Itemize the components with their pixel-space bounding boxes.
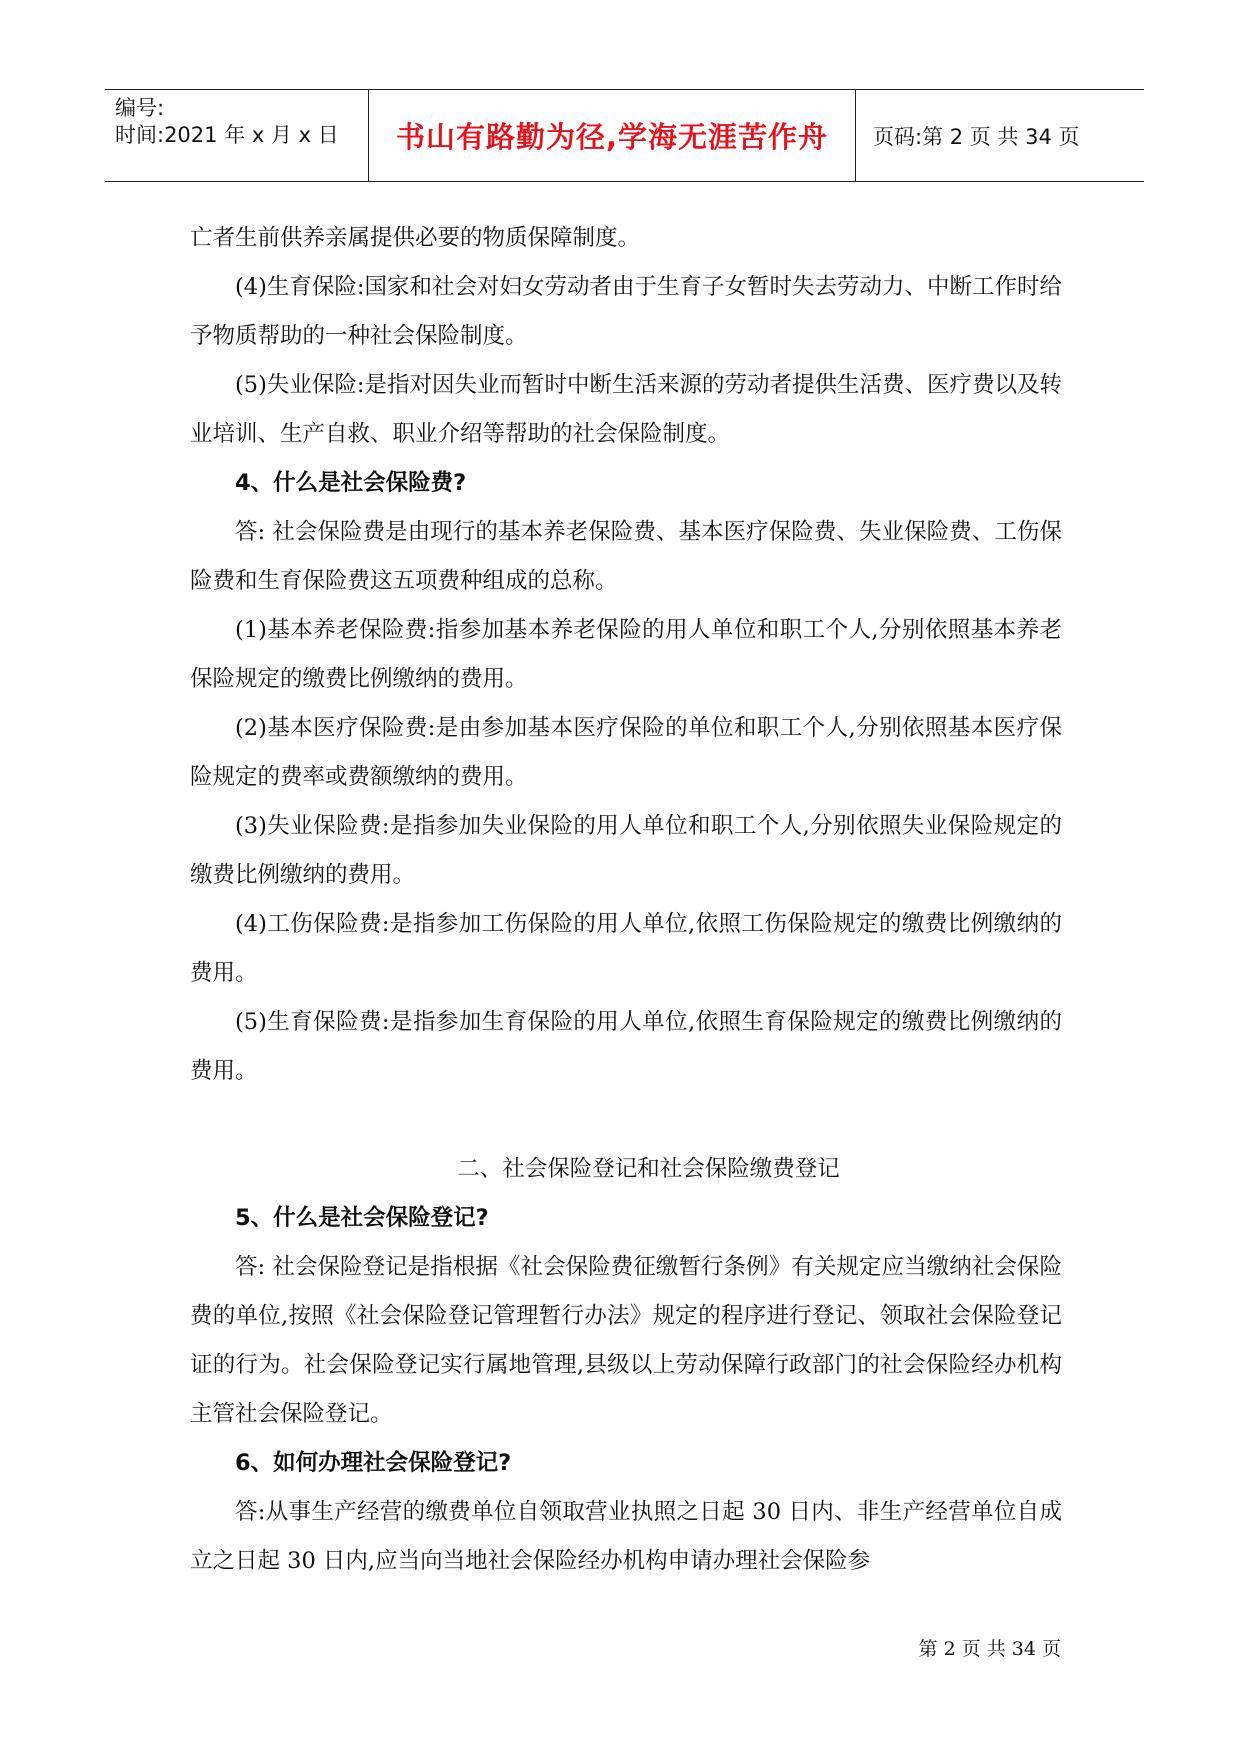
- header-center-cell: [369, 90, 856, 181]
- document-body: [190, 214, 1062, 1586]
- paragraph: (4)工伤保险费:是指参加工伤保险的用人单位,依照工伤保险规定的缴费比例缴纳的费用。: [190, 911, 1062, 986]
- paragraph: (5)生育保险费:是指参加生育保险的用人单位,依照生育保险规定的缴费比例缴纳的费用。: [190, 1009, 1062, 1084]
- paragraph: (1)基本养老保险费:指参加基本养老保险的用人单位和职工个人,分别依照基本养老保险规定的缴费比例缴纳的费用。: [190, 617, 1062, 692]
- header-page-label: 页码:第 2 页 共 34 页: [873, 124, 1080, 149]
- page-footer: 第 2 页 共 34 页: [918, 1638, 1061, 1660]
- answer-paragraph: 答:从事生产经营的缴费单位自领取营业执照之日起 30 日内、非生产经营单位自成立之日起 30 日内,应当向当地社会保险经办机构申请办理社会保险参: [190, 1499, 1062, 1574]
- paragraph: (2)基本医疗保险费:是由参加基本医疗保险的单位和职工个人,分别依照基本医疗保险规定的费率或费额缴纳的费用。: [190, 715, 1062, 790]
- header-right-cell: [856, 90, 1144, 181]
- header-motto: 书山有路勤为径,学海无涯苦作舟: [395, 120, 829, 154]
- page-header: [105, 89, 1144, 182]
- document-time-label: 时间:2021 年 x 月 x 日: [115, 123, 339, 147]
- paragraph: 亡者生前供养亲属提供必要的物质保障制度。: [190, 225, 641, 251]
- question-heading: 6、如何办理社会保险登记?: [235, 1450, 512, 1476]
- answer-paragraph: 答: 社会保险登记是指根据《社会保险费征缴暂行条例》有关规定应当缴纳社会保险费的单位,按照《社会保险登记管理暂行办法》规定的程序进行登记、领取社会保险登记证的行为。社会保险登记实行属地管理,县级以上劳动保障行政部门的社会保险经办机构主管社会保险登记。: [190, 1254, 1062, 1427]
- paragraph: (5)失业保险:是指对因失业而暂时中断生活来源的劳动者提供生活费、医疗费以及转业培训、生产自救、职业介绍等帮助的社会保险制度。: [190, 372, 1062, 447]
- paragraph: (3)失业保险费:是指参加失业保险的用人单位和职工个人,分别依照失业保险规定的缴费比例缴纳的费用。: [190, 813, 1062, 888]
- document-number-label: 编号:: [115, 96, 165, 120]
- paragraph: (4)生育保险:国家和社会对妇女劳动者由于生育子女暂时失去劳动力、中断工作时给予物质帮助的一种社会保险制度。: [190, 274, 1062, 349]
- question-heading: 4、什么是社会保险费?: [235, 470, 467, 496]
- header-left-cell: [105, 90, 369, 181]
- section-heading: 二、社会保险登记和社会保险缴费登记: [457, 1156, 840, 1182]
- question-heading: 5、什么是社会保险登记?: [235, 1205, 489, 1231]
- answer-paragraph: 答: 社会保险费是由现行的基本养老保险费、基本医疗保险费、失业保险费、工伤保险费和生育保险费这五项费种组成的总称。: [190, 519, 1062, 594]
